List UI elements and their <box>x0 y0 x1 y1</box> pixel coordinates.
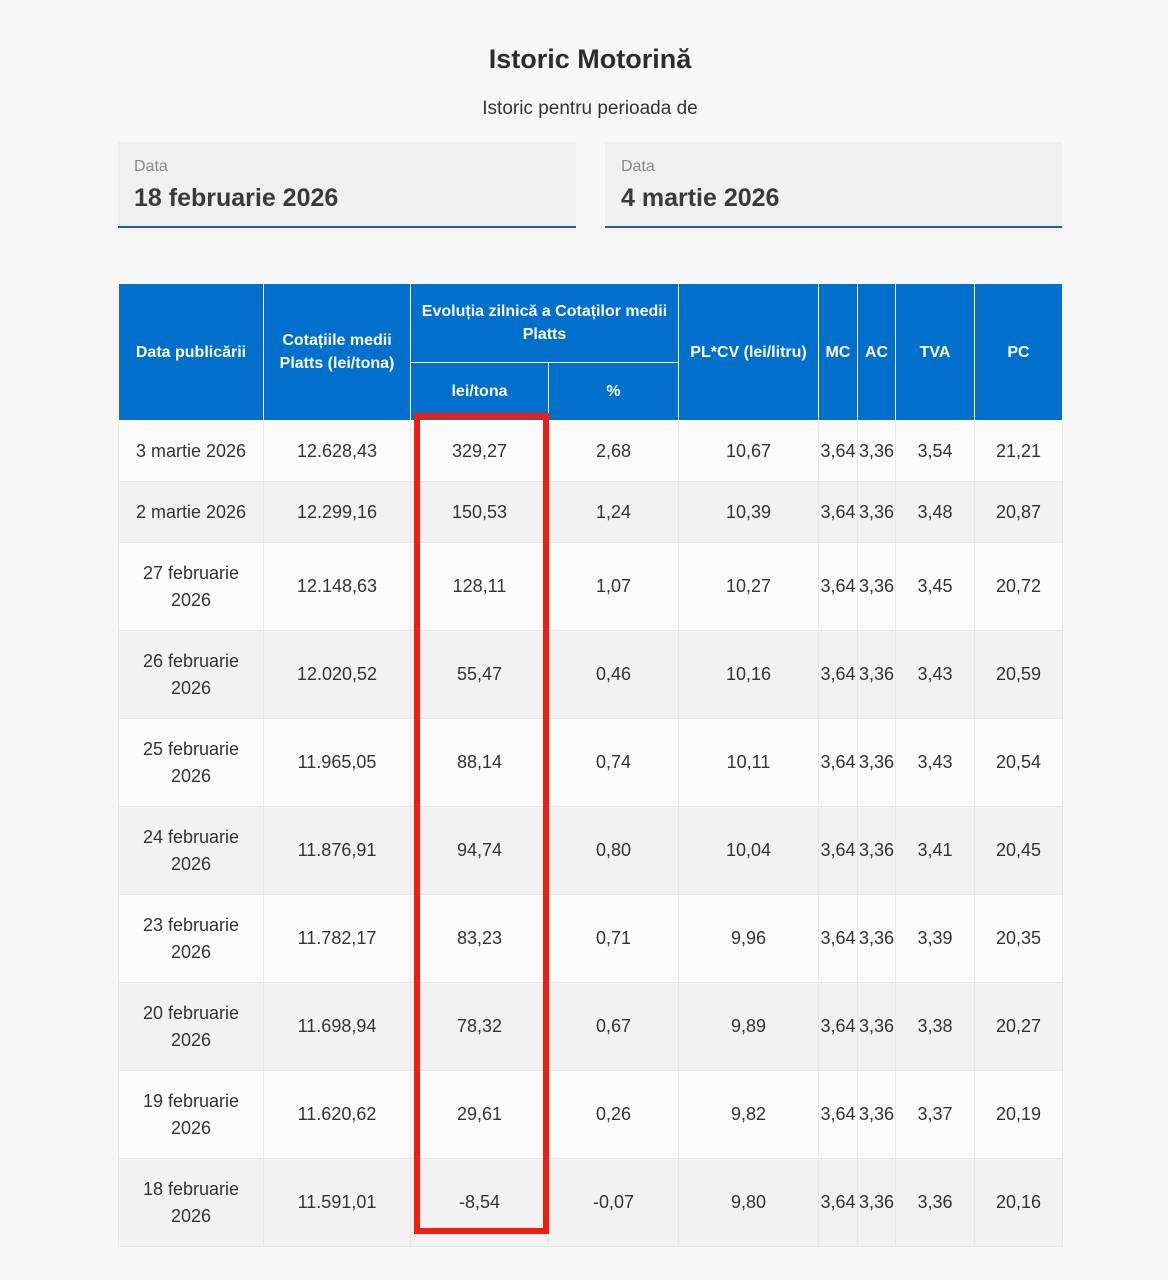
cell-evo-pct: 0,46 <box>549 631 679 719</box>
cell-tva: 3,39 <box>896 895 975 983</box>
cell-evo-pct: 1,24 <box>549 482 679 543</box>
cell-plcv: 10,11 <box>679 719 819 807</box>
cell-platts: 11.620,62 <box>264 1071 411 1159</box>
cell-mc: 3,64 <box>819 719 858 807</box>
cell-evo-pct: 0,80 <box>549 807 679 895</box>
cell-evo-pct: 0,26 <box>549 1071 679 1159</box>
cell-ac: 3,36 <box>858 482 896 543</box>
cell-ac: 3,36 <box>858 543 896 631</box>
cell-date: 26 februarie 2026 <box>119 631 264 719</box>
cell-pc: 20,27 <box>975 983 1063 1071</box>
cell-ac: 3,36 <box>858 983 896 1071</box>
cell-mc: 3,64 <box>819 983 858 1071</box>
cell-ac: 3,36 <box>858 719 896 807</box>
cell-mc: 3,64 <box>819 482 858 543</box>
cell-pc: 20,59 <box>975 631 1063 719</box>
cell-pc: 21,21 <box>975 421 1063 482</box>
cell-mc: 3,64 <box>819 807 858 895</box>
cell-mc: 3,64 <box>819 421 858 482</box>
cell-tva: 3,41 <box>896 807 975 895</box>
cell-platts: 12.628,43 <box>264 421 411 482</box>
cell-evo-pct: 0,71 <box>549 895 679 983</box>
cell-plcv: 10,27 <box>679 543 819 631</box>
cell-date: 19 februarie 2026 <box>119 1071 264 1159</box>
page-subtitle: Istoric pentru perioada de <box>482 98 698 119</box>
cell-ac: 3,36 <box>858 631 896 719</box>
cell-tva: 3,54 <box>896 421 975 482</box>
cell-ac: 3,36 <box>858 895 896 983</box>
col-header-evo-lei: lei/tona <box>411 363 549 421</box>
cell-evo-lei: -8,54 <box>411 1159 549 1247</box>
table-row <box>119 543 1063 631</box>
date-from-value[interactable]: 18 februarie 2026 <box>134 184 339 212</box>
cell-evo-pct: 2,68 <box>549 421 679 482</box>
cell-platts: 12.020,52 <box>264 631 411 719</box>
cell-ac: 3,36 <box>858 1159 896 1247</box>
cell-platts: 11.698,94 <box>264 983 411 1071</box>
cell-tva: 3,37 <box>896 1071 975 1159</box>
cell-plcv: 10,16 <box>679 631 819 719</box>
table-row <box>119 1159 1063 1247</box>
cell-pc: 20,72 <box>975 543 1063 631</box>
table-row <box>119 482 1063 543</box>
cell-evo-lei: 29,61 <box>411 1071 549 1159</box>
table-row <box>119 631 1063 719</box>
cell-platts: 12.148,63 <box>264 543 411 631</box>
cell-evo-lei: 88,14 <box>411 719 549 807</box>
cell-ac: 3,36 <box>858 807 896 895</box>
cell-platts: 11.965,05 <box>264 719 411 807</box>
table-body <box>119 421 1063 1247</box>
cell-pc: 20,16 <box>975 1159 1063 1247</box>
col-header-evolution: Evoluția zilnică a Cotaților medii Platts <box>411 284 679 363</box>
cell-platts: 11.591,01 <box>264 1159 411 1247</box>
cell-evo-lei: 55,47 <box>411 631 549 719</box>
cell-mc: 3,64 <box>819 895 858 983</box>
cell-evo-pct: 0,74 <box>549 719 679 807</box>
table-row <box>119 1071 1063 1159</box>
date-to-value[interactable]: 4 martie 2026 <box>621 184 780 212</box>
cell-date: 23 februarie 2026 <box>119 895 264 983</box>
col-header-tva: TVA <box>896 284 975 421</box>
table-row <box>119 807 1063 895</box>
cell-tva: 3,45 <box>896 543 975 631</box>
cell-plcv: 9,96 <box>679 895 819 983</box>
cell-evo-lei: 83,23 <box>411 895 549 983</box>
cell-plcv: 10,04 <box>679 807 819 895</box>
cell-evo-pct: 1,07 <box>549 543 679 631</box>
cell-pc: 20,19 <box>975 1071 1063 1159</box>
cell-date: 20 februarie 2026 <box>119 983 264 1071</box>
date-to-field[interactable] <box>605 142 1062 228</box>
table-header <box>119 284 1063 421</box>
cell-evo-lei: 329,27 <box>411 421 549 482</box>
col-header-pc: PC <box>975 284 1063 421</box>
col-header-ac: AC <box>858 284 896 421</box>
cell-date: 18 februarie 2026 <box>119 1159 264 1247</box>
cell-ac: 3,36 <box>858 421 896 482</box>
cell-evo-pct: 0,67 <box>549 983 679 1071</box>
cell-tva: 3,38 <box>896 983 975 1071</box>
col-header-mc: MC <box>819 284 858 421</box>
cell-tva: 3,48 <box>896 482 975 543</box>
cell-evo-pct: -0,07 <box>549 1159 679 1247</box>
cell-plcv: 10,39 <box>679 482 819 543</box>
cell-date: 24 februarie 2026 <box>119 807 264 895</box>
cell-mc: 3,64 <box>819 631 858 719</box>
cell-platts: 12.299,16 <box>264 482 411 543</box>
cell-evo-lei: 150,53 <box>411 482 549 543</box>
cell-platts: 11.876,91 <box>264 807 411 895</box>
cell-evo-lei: 128,11 <box>411 543 549 631</box>
date-from-label: Data <box>134 158 168 175</box>
date-from-field[interactable] <box>118 142 576 228</box>
date-to-label: Data <box>621 158 655 175</box>
col-header-date: Data publicării <box>119 284 264 421</box>
table-row <box>119 719 1063 807</box>
page-title: Istoric Motorină <box>488 44 692 74</box>
cell-ac: 3,36 <box>858 1071 896 1159</box>
cell-tva: 3,43 <box>896 631 975 719</box>
cell-pc: 20,35 <box>975 895 1063 983</box>
cell-date: 27 februarie 2026 <box>119 543 264 631</box>
cell-plcv: 9,80 <box>679 1159 819 1247</box>
table-row <box>119 895 1063 983</box>
cell-platts: 11.782,17 <box>264 895 411 983</box>
cell-tva: 3,36 <box>896 1159 975 1247</box>
col-header-platts: Cotațiile medii Platts (lei/tona) <box>264 284 411 421</box>
cell-evo-lei: 78,32 <box>411 983 549 1071</box>
col-header-evo-pct: % <box>549 363 679 421</box>
history-table <box>118 283 1063 1247</box>
cell-date: 2 martie 2026 <box>119 482 264 543</box>
cell-mc: 3,64 <box>819 1071 858 1159</box>
cell-date: 3 martie 2026 <box>119 421 264 482</box>
cell-pc: 20,87 <box>975 482 1063 543</box>
cell-pc: 20,45 <box>975 807 1063 895</box>
table-row <box>119 983 1063 1071</box>
cell-pc: 20,54 <box>975 719 1063 807</box>
col-header-plcv: PL*CV (lei/litru) <box>679 284 819 421</box>
cell-tva: 3,43 <box>896 719 975 807</box>
table-row <box>119 421 1063 482</box>
cell-mc: 3,64 <box>819 543 858 631</box>
cell-plcv: 9,89 <box>679 983 819 1071</box>
cell-plcv: 10,67 <box>679 421 819 482</box>
cell-plcv: 9,82 <box>679 1071 819 1159</box>
cell-date: 25 februarie 2026 <box>119 719 264 807</box>
cell-evo-lei: 94,74 <box>411 807 549 895</box>
cell-mc: 3,64 <box>819 1159 858 1247</box>
